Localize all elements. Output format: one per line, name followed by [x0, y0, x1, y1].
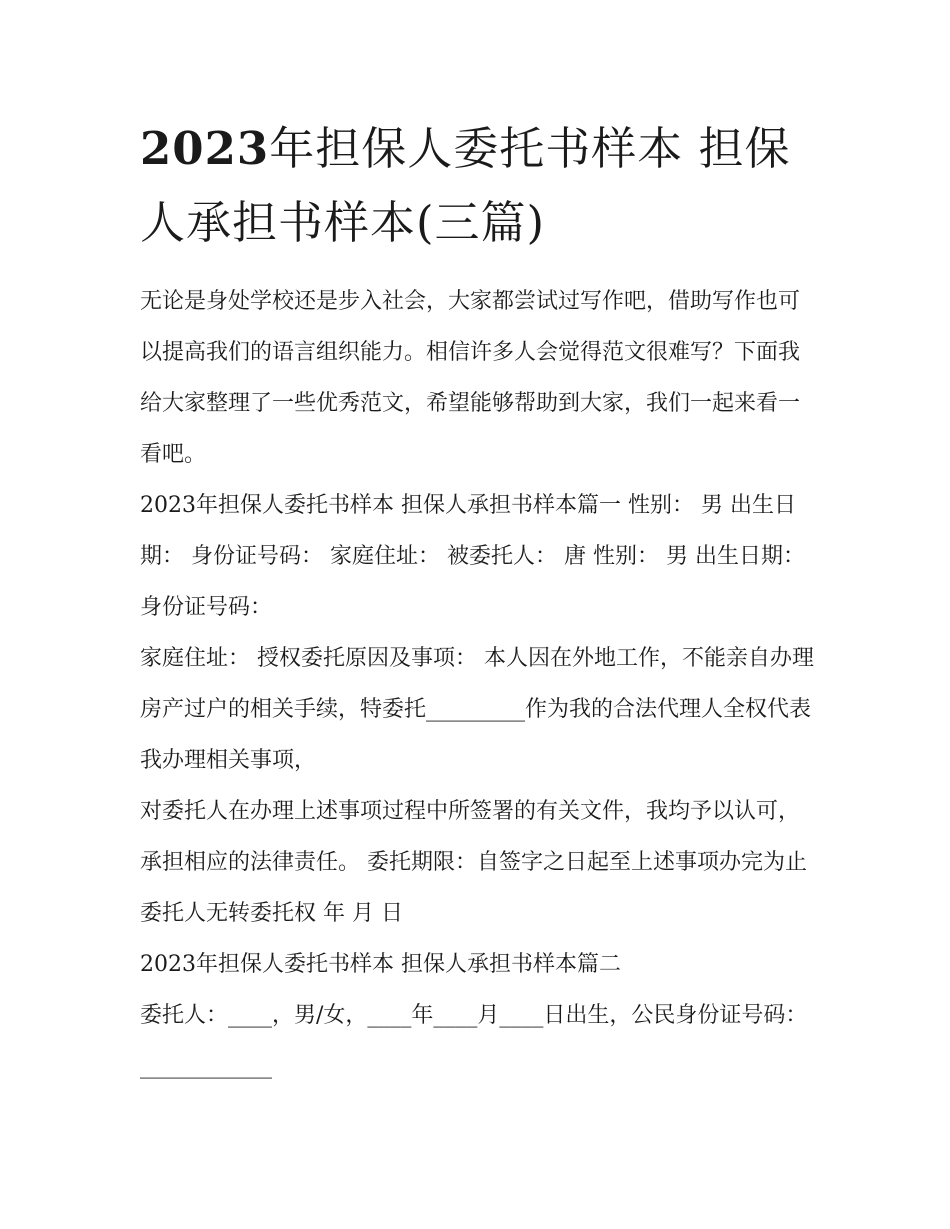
responsibility-paragraph: 对委托人在办理上述事项过程中所签署的有关文件，我均予以认可，承担相应的法律责任。 委托期限：自签字之日起至上述事项办完为止 委托人无转委托权 年 月 日: [140, 799, 814, 926]
title-text: 年担保人委托书样本 担保人承担书样本(三篇): [140, 122, 791, 249]
intro-paragraph: 无论是身处学校还是步入社会，大家都尝试过写作吧，借助写作也可以提高我们的语言组织能力。相信许多人会觉得范文很难写？下面我给大家整理了一些优秀范文，希望能够帮助到大家，我们一起来看一看吧。: [140, 289, 801, 467]
principal-paragraph: 委托人：____，男/女，____年____月____日出生，公民身份证号码：____________: [140, 1003, 808, 1079]
sample-one-paragraph: 2023年担保人委托书样本 担保人承担书样本篇一 性别： 男 出生日期： 身份证号码： 家庭住址： 被委托人： 唐 性别： 男 出生日期： 身份证号码：: [140, 493, 812, 620]
title-year: 2023: [140, 122, 270, 175]
sample-two-heading: 2023年担保人委托书样本 担保人承担书样本篇二: [140, 952, 621, 977]
address-paragraph: 家庭住址： 授权委托原因及事项： 本人因在外地工作，不能亲自办理房产过户的相关手续，特委托_________作为我的合法代理人全权代表我办理相关事项，: [140, 646, 814, 773]
document-body: [140, 276, 820, 1092]
document-title: [140, 112, 820, 260]
